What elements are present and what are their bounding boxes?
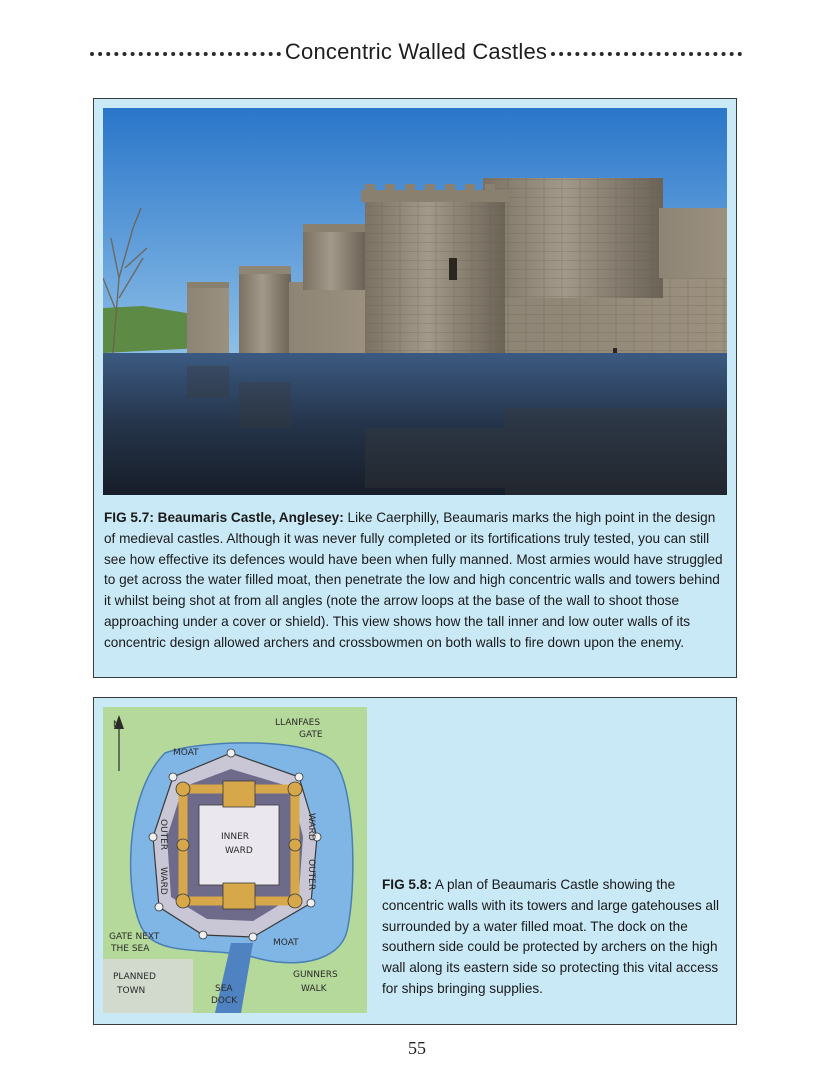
moat-top-label: MOAT [173,748,199,758]
figure-5-8-caption [382,875,722,1000]
planned-town-label-1: PLANNED [113,972,156,982]
page-number: 55 [408,1038,426,1058]
gunners-walk-label-2: WALK [301,984,327,994]
llanfaes-gate-label: GATE [299,730,323,740]
gunners-walk-label-1: GUNNERS [293,970,338,980]
north-label: N [113,720,120,730]
outer-ward-right-label-2: OUTER [306,859,316,891]
outer-ward-left-label: OUTER [158,819,168,851]
figure-5-7-caption [104,508,728,654]
castle-photo-image [103,108,727,495]
gate-sea-label-2: THE SEA [111,944,150,954]
figure-5-8-text: A plan of Beaumaris Castle showing the concentric walls with its towers and large gatehouses all surrounded by a water filled moat. The dock on the southern side could be protected by archers on the high wall along its eastern side so protecting this vital access for ships bringing supplies. [382,877,719,996]
gate-sea-label-1: GATE NEXT [109,932,160,942]
castle-plan-image [103,707,367,1013]
outer-ward-right-label-1: WARD [306,813,316,841]
figure-5-7-label: FIG 5.7: Beaumaris Castle, Anglesey: [104,510,344,525]
page-title: Concentric Walled Castles [284,39,548,64]
llanfaes-label: LLANFAES [275,718,321,728]
figure-5-8-label: FIG 5.8: [382,877,432,892]
sea-dock-label-2: DOCK [211,996,238,1006]
castle-plan-map [103,707,367,1013]
castle-photo [103,108,727,495]
figure-box-beaumaris-plan [93,697,737,1025]
inner-ward-label-2: WARD [225,846,253,856]
planned-town-label-2: TOWN [117,986,146,996]
figure-5-7-text: Like Caerphilly, Beaumaris marks the high point in the design of medieval castles. Although it was never fully completed or its fortifications truly tested, you can still see how effective its defences would have been when fully manned. Most armies would have struggled to get across the water filled moat, then penetrate the low and high concentric walls and towers behind it whilst being shot at from all angles (note the arrow loops at the base of the wall to shoot those approaching under a cover or shield). This view shows how the tall inner and low outer walls of its concentric design allowed archers and crossbowmen on both walls to fire down upon the enemy. [104,510,723,650]
moat-bottom-label: MOAT [273,938,299,948]
figure-box-beaumaris-photo [93,98,737,678]
inner-ward-label-1: INNER [221,832,250,842]
page-header [90,34,742,70]
ward-left-label: WARD [158,867,168,895]
header-dots-left [90,52,281,56]
sea-dock-label-1: SEA [215,984,233,994]
header-dots-right [551,52,742,56]
